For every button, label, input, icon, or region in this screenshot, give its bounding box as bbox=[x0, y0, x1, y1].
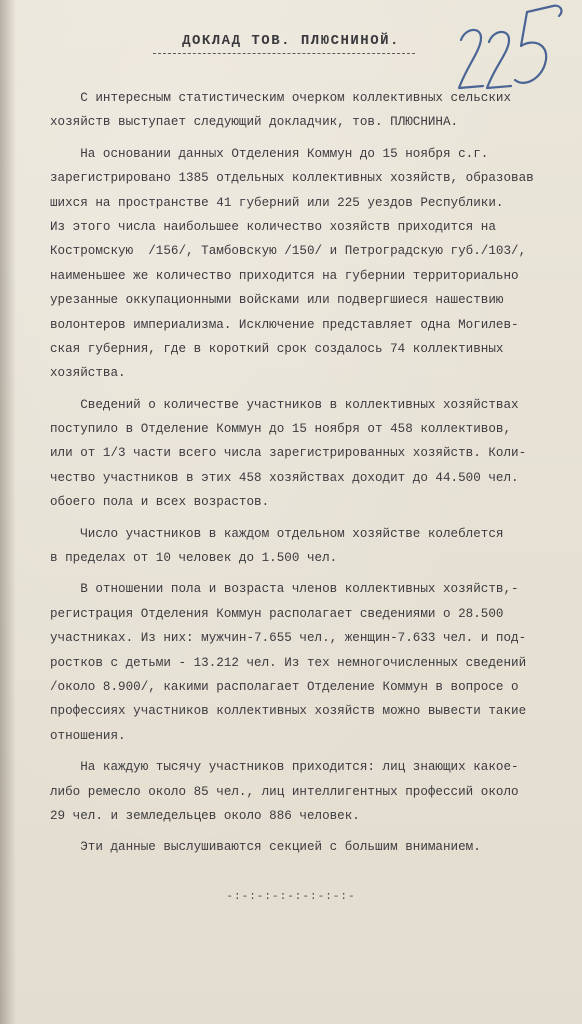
text-line: Число участников в каждом отдельном хозяйстве колеблется bbox=[50, 526, 504, 541]
text-line: наименьшее же количество приходится на губернии территориально bbox=[50, 268, 519, 283]
text-line: участниках. Из них: мужчин-7.655 чел., женщин-7.633 чел. и под- bbox=[50, 631, 527, 646]
text-line: хозяйства. bbox=[50, 366, 126, 381]
text-line: поступило в Отделение Коммун до 15 ноября от 458 коллективов, bbox=[50, 422, 512, 437]
paragraph bbox=[50, 835, 565, 859]
text-line: ская губерния, где в короткий срок создалось 74 коллективных bbox=[50, 341, 504, 356]
text-line: профессиях участников коллективных хозяйств можно вывести такие bbox=[50, 704, 527, 719]
paragraph-gap bbox=[50, 515, 565, 522]
text-line: обоего пола и всех возрастов. bbox=[50, 495, 270, 510]
text-line: зарегистрировано 1385 отдельных коллективных хозяйств, образовав bbox=[50, 171, 534, 186]
text-line: На каждую тысячу участников приходится: лиц знающих какое- bbox=[50, 760, 519, 775]
text-line: На основании данных Отделения Коммун до 15 ноября с.г. bbox=[50, 146, 489, 161]
paragraph-gap bbox=[50, 748, 565, 755]
text-line: Из этого числа наибольшее количество хозяйств приходится на bbox=[50, 219, 496, 234]
text-line: Сведений о количестве участников в коллективных хозяйствах bbox=[50, 397, 519, 412]
text-line: чество участников в этих 458 хозяйствах доходит до 44.500 чел. bbox=[50, 470, 519, 485]
text-line: В отношении пола и возраста членов коллективных хозяйств,- bbox=[50, 582, 519, 597]
text-line: хозяйств выступает следующий докладчик, тов. ПЛЮСНИНА. bbox=[50, 115, 459, 130]
text-line: шихся на пространстве 41 губерний или 225 уездов Республики. bbox=[50, 195, 504, 210]
section-divider: -:-:-:-:-:-:-:-:- bbox=[226, 891, 356, 903]
title-underline bbox=[153, 53, 415, 54]
paragraph bbox=[50, 86, 565, 135]
paragraph-gap bbox=[50, 828, 565, 835]
text-line: ростков с детьми - 13.212 чел. Из тех немногочисленных сведений bbox=[50, 655, 527, 670]
text-line: либо ремесло около 85 чел., лиц интеллигентных профессий около bbox=[50, 784, 519, 799]
text-line: С интересным статистическим очерком коллективных сельских bbox=[50, 91, 512, 105]
text-line: урезанные оккупационными войсками или подвергшиеся нашествию bbox=[50, 293, 504, 308]
text-line: /около 8.900/, какими располагает Отделение Коммун в вопросе о bbox=[50, 679, 519, 694]
text-line: отношения. bbox=[50, 728, 126, 743]
text-line: волонтеров империализма. Исключение представляет одна Могилев- bbox=[50, 317, 519, 332]
paragraph-gap bbox=[50, 386, 565, 393]
paragraph-gap bbox=[50, 570, 565, 577]
paragraph bbox=[50, 577, 565, 748]
text-line: регистрация Отделения Коммун располагает сведениями о 28.500 bbox=[50, 606, 504, 621]
text-line: Костромскую /156/, Тамбовскую /150/ и Петроградскую губ./103/, bbox=[50, 244, 527, 259]
paragraph bbox=[50, 755, 565, 828]
paragraph bbox=[50, 522, 565, 571]
paragraph bbox=[50, 142, 565, 386]
paragraph bbox=[50, 393, 565, 515]
text-line: в пределах от 10 человек до 1.500 чел. bbox=[50, 551, 338, 566]
text-line: или от 1/3 части всего числа зарегистрированных хозяйств. Коли- bbox=[50, 446, 527, 461]
text-line: 29 чел. и земледельцев около 886 человек. bbox=[50, 808, 360, 823]
binding-shadow bbox=[0, 0, 16, 1024]
text-line: Эти данные выслушиваются секцией с большим вниманием. bbox=[50, 840, 481, 855]
document-body bbox=[50, 86, 565, 860]
paragraph-gap bbox=[50, 135, 565, 142]
document-title: ДОКЛАД ТОВ. ПЛЮСНИНОЙ. bbox=[182, 33, 400, 49]
